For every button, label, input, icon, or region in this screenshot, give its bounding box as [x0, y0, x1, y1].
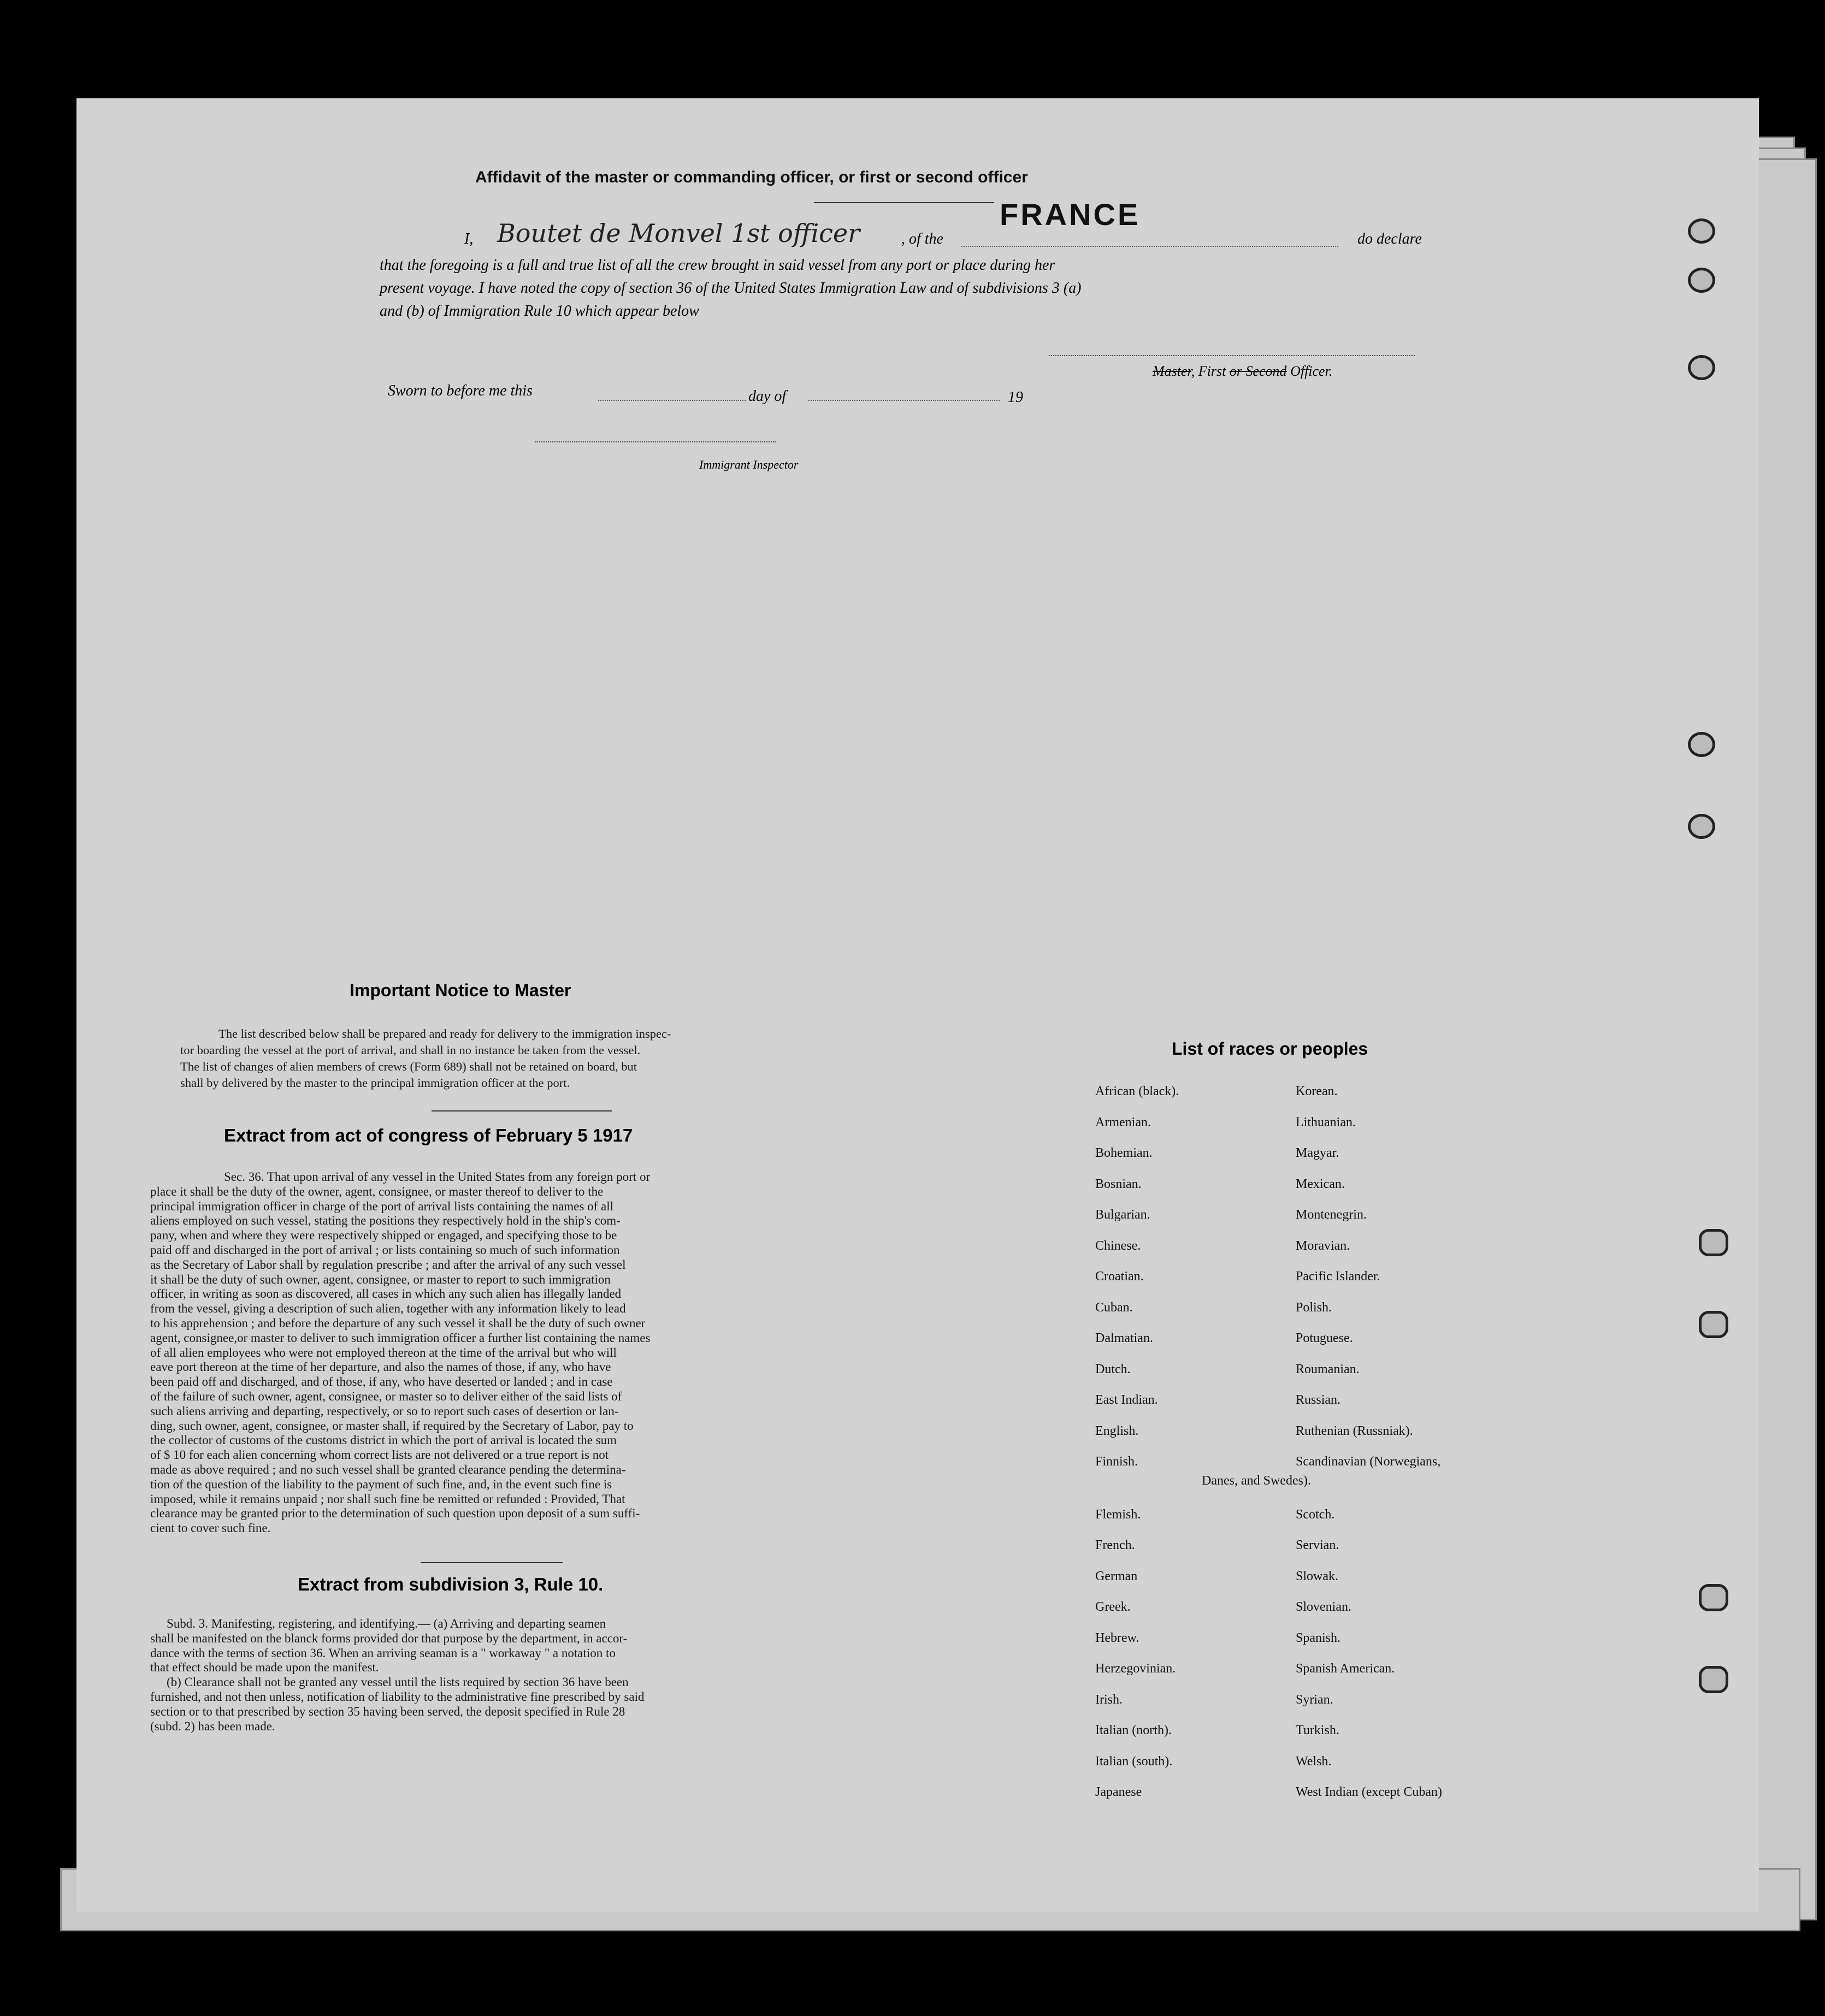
binder-hole [1699, 1666, 1728, 1693]
race-item: Cuban. [1095, 1300, 1133, 1315]
sworn-day-line [598, 400, 746, 401]
act-line: the collector of customs of the customs district in which the port of arrival is located the sum [150, 1433, 617, 1447]
race-item: African (black). [1095, 1084, 1179, 1098]
act-line: paid off and discharged in the port of arrival ; or lists containing so much of such information [150, 1243, 620, 1257]
sworn-day-label: day of [748, 388, 787, 405]
race-item: Mexican. [1296, 1177, 1345, 1191]
race-item: Russian. [1296, 1393, 1341, 1407]
race-item: Servian. [1296, 1538, 1339, 1552]
affidavit-line4: and (b) of Immigration Rule 10 which appear below [380, 303, 699, 320]
race-item: Dalmatian. [1095, 1331, 1153, 1345]
inspector-label: Immigrant Inspector [699, 458, 799, 471]
race-item: Finnish. [1095, 1455, 1138, 1469]
race-item: Welsh. [1296, 1754, 1332, 1769]
section-rule [432, 1110, 612, 1112]
vessel-name-line [961, 246, 1338, 247]
binder-hole [1699, 1584, 1728, 1611]
race-item: Bohemian. [1095, 1146, 1153, 1160]
sworn-month-line [808, 400, 1000, 401]
binder-hole [1688, 268, 1715, 293]
inspector-sign-line [535, 441, 776, 442]
race-item: Greek. [1095, 1600, 1131, 1614]
binder-hole [1688, 814, 1715, 839]
affidavit-line2: that the foregoing is a full and true list of all the crew brought in said vessel from any port or place during her [380, 257, 1055, 274]
act-line: been paid off and discharged, and of those, if any, who have deserted or landed ; and in case [150, 1375, 613, 1389]
race-item: Slowak. [1296, 1569, 1338, 1583]
act-line: imposed, while it remains unpaid ; nor shall such fine be remitted or refunded : Provided, That [150, 1492, 625, 1506]
sworn-year: 19 [1008, 389, 1023, 406]
rule-title: Extract from subdivision 3, Rule 10. [298, 1574, 604, 1594]
act-line: cient to cover such fine. [150, 1521, 271, 1535]
race-item: Japanese [1095, 1785, 1142, 1799]
binder-hole [1699, 1229, 1728, 1256]
race-item: German [1095, 1569, 1138, 1583]
race-item: Potuguese. [1296, 1331, 1353, 1345]
act-text [150, 1170, 893, 1536]
act-line: eave port thereon at the time of her departure, and also the names of those, if any, who have [150, 1360, 611, 1374]
race-item: Italian (north). [1095, 1723, 1172, 1737]
notice-text [180, 1026, 890, 1091]
race-item: Syrian. [1296, 1692, 1333, 1707]
rule-line: section or to that prescribed by section 35 having been served, the deposit specified in Rule 28 [150, 1704, 625, 1718]
officer-master: Master [1153, 363, 1191, 379]
act-line: pany, when and where they were respectively shipped or engaged, and specifying those to be [150, 1228, 617, 1243]
ship-stamp: FRANCE [1000, 197, 1141, 232]
race-item: Croatian. [1095, 1269, 1144, 1284]
notice-line: The list described below shall be prepared and ready for delivery to the immigration inspec- [218, 1027, 671, 1040]
act-line: principal immigration officer in charge of the port of arrival lists containing the names of all [150, 1199, 613, 1213]
officer-suffix: Officer. [1290, 363, 1333, 379]
rule-line: shall be manifested on the blanck forms provided dor that purpose by the department, in accor- [150, 1631, 628, 1645]
race-item: English. [1095, 1423, 1139, 1438]
notice-title: Important Notice to Master [350, 980, 571, 1000]
officer-first: , First [1191, 363, 1226, 379]
race-item: Korean. [1296, 1084, 1338, 1098]
act-line: clearance may be granted prior to the determination of such question upon deposit of a sum suffi- [150, 1506, 640, 1521]
act-line: to his apprehension ; and before the departure of any such vessel it shall be the duty of such owner [150, 1316, 646, 1330]
race-item: Spanish. [1296, 1630, 1341, 1645]
heading-rule [814, 202, 994, 203]
race-item-sub: Danes, and Swedes). [1202, 1474, 1311, 1488]
race-item: Bulgarian. [1095, 1208, 1150, 1222]
act-title: Extract from act of congress of February 5 1917 [224, 1125, 633, 1145]
race-item: Slovenian. [1296, 1600, 1351, 1614]
race-item: Pacific Islander. [1296, 1269, 1380, 1284]
rule-line: (b) Clearance shall not be granted any vessel until the lists required by section 36 have been [167, 1675, 629, 1689]
race-item: Moravian. [1296, 1238, 1350, 1253]
section-rule [421, 1562, 563, 1563]
officer-sign-line [1049, 355, 1415, 356]
rule-line: Subd. 3. Manifesting, registering, and identifying.— (a) Arriving and departing seamen [167, 1617, 606, 1630]
race-item: Ruthenian (Russniak). [1296, 1423, 1413, 1438]
rule-line: that effect should be made upon the manifest. [150, 1660, 379, 1675]
race-item: Magyar. [1296, 1146, 1339, 1160]
notice-line: shall by delivered by the master to the principal immigration officer at the port. [180, 1076, 570, 1090]
race-item: Polish. [1296, 1300, 1332, 1315]
race-item: French. [1095, 1538, 1135, 1552]
race-item: Montenegrin. [1296, 1208, 1367, 1222]
sworn-prefix: Sworn to before me this [388, 382, 533, 399]
affidavit-line3: present voyage. I have noted the copy of section 36 of the United States Immigration Law and of subdivisions 3 (a) [380, 280, 1082, 297]
race-item: East Indian. [1095, 1393, 1158, 1407]
race-item: Hebrew. [1095, 1630, 1139, 1645]
rule-text [150, 1617, 893, 1734]
officer-title [1153, 363, 1332, 380]
act-line: officer, in writing as soon as discovered, all cases in which any such alien has illegally landed [150, 1287, 622, 1301]
race-item: Scandinavian (Norwegians, [1296, 1455, 1441, 1469]
act-line: place it shall be the duty of the owner, agent, consignee, or master thereof to deliver to the [150, 1184, 604, 1198]
race-item: Lithuanian. [1296, 1115, 1356, 1130]
declare-text: do declare [1357, 230, 1422, 247]
act-line: tion of the question of the liability to the payment of such fine, and, in the event such fine is [150, 1477, 612, 1491]
of-the-text: , of the [901, 230, 943, 247]
race-item: Armenian. [1095, 1115, 1151, 1130]
notice-line: The list of changes of alien members of crews (Form 689) shall not be retained on board, but [180, 1060, 637, 1073]
officer-signature: Boutet de Monvel 1st officer [497, 218, 860, 248]
race-item: Chinese. [1095, 1238, 1141, 1253]
race-item: Spanish American. [1296, 1662, 1395, 1676]
act-line: agent, consignee,or master to deliver to such immigration officer a further list containing the names [150, 1331, 651, 1345]
document-page [76, 98, 1759, 1912]
binder-hole [1688, 355, 1715, 380]
binder-hole [1699, 1311, 1728, 1338]
bleed-through [1169, 120, 1178, 158]
declare-prefix: I, [464, 230, 474, 247]
act-line: Sec. 36. That upon arrival of any vessel in the United States from any foreign port or [224, 1170, 651, 1184]
act-line: from the vessel, giving a description of such alien, together with any information likely to lead [150, 1302, 626, 1316]
affidavit-heading: Affidavit of the master or commanding officer, or first or second officer [475, 168, 1028, 186]
race-item: Roumanian. [1296, 1362, 1360, 1376]
act-line: of $ 10 for each alien concerning whom correct lists are not delivered or a true report is not [150, 1448, 609, 1462]
act-line: made as above required ; and no such vessel shall be granted clearance pending the determina- [150, 1462, 626, 1476]
officer-second: or Second [1229, 363, 1287, 379]
notice-line: tor boarding the vessel at the port of arrival, and shall in no instance be taken from the vessel. [180, 1043, 641, 1057]
act-line: of the failure of such owner, agent, consignee, or master so to deliver either of the said lists of [150, 1389, 622, 1403]
race-item: Scotch. [1296, 1507, 1335, 1522]
race-item: Irish. [1095, 1692, 1123, 1707]
binder-hole [1688, 732, 1715, 757]
act-line: such aliens arriving and departing, respectively, or so to report such cases of desertion or lan- [150, 1404, 619, 1418]
race-item: Flemish. [1095, 1507, 1141, 1522]
act-line: of all alien employees who were not employed thereon at the time of the arrival but who will [150, 1345, 617, 1359]
race-item: Herzegovinian. [1095, 1662, 1176, 1676]
race-item: Dutch. [1095, 1362, 1131, 1376]
race-item: Bosnian. [1095, 1177, 1142, 1191]
rule-line: dance with the terms of section 36. When an arriving seaman is a " workaway " a notation to [150, 1646, 616, 1660]
act-line: ding, such owner, agent, consignee, or master shall, if required by the Secretary of Labor, pay to [150, 1418, 634, 1433]
race-item: Italian (south). [1095, 1754, 1173, 1769]
act-line: it shall be the duty of such owner, agent, consignee, or master to report to such immigration [150, 1272, 611, 1286]
rule-line: (subd. 2) has been made. [150, 1719, 275, 1733]
race-item: Turkish. [1296, 1723, 1339, 1737]
rule-line: furnished, and not then unless, notification of liability to the administrative fine prescribed by said [150, 1689, 645, 1704]
binder-hole [1688, 218, 1715, 244]
race-item: West Indian (except Cuban) [1296, 1785, 1442, 1799]
races-title: List of races or peoples [1172, 1039, 1368, 1059]
act-line: as the Secretary of Labor shall by regulation prescribe ; and after the arrival of any such vessel [150, 1257, 626, 1272]
act-line: aliens employed on such vessel, stating the positions they respectively hold in the ship's com- [150, 1214, 621, 1228]
